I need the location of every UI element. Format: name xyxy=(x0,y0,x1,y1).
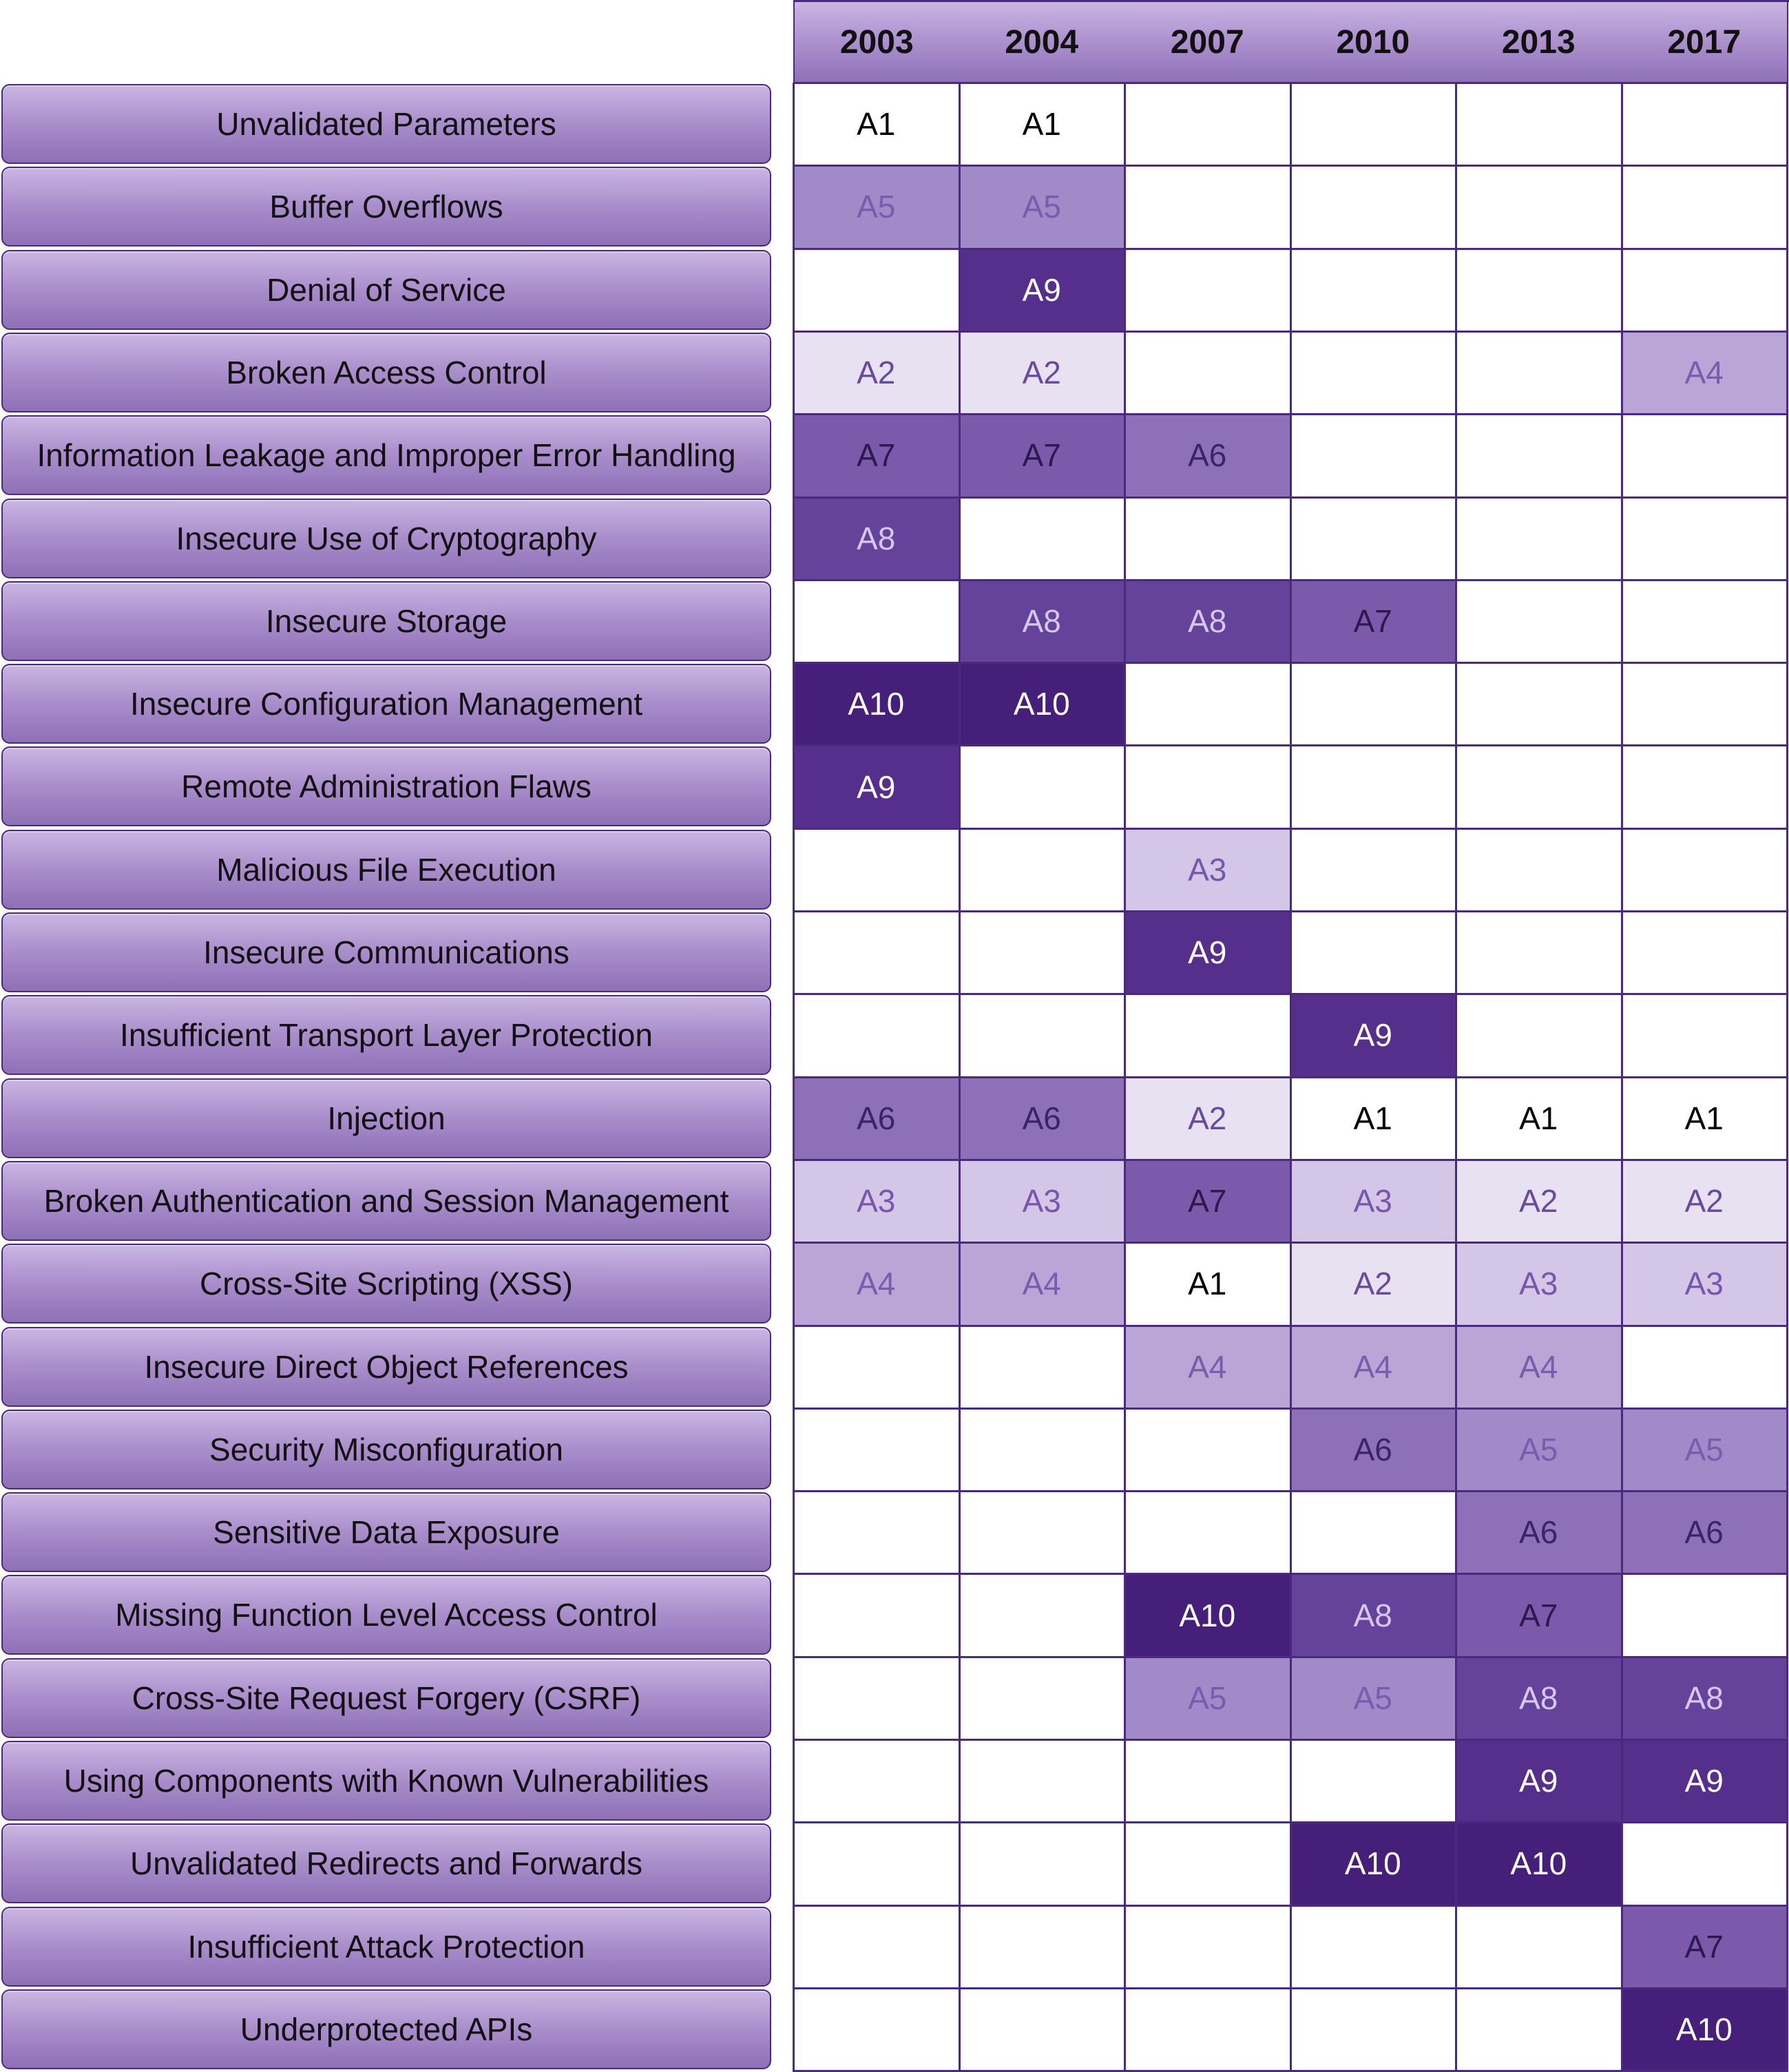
empty-cell xyxy=(1124,1905,1290,1988)
empty-cell xyxy=(1622,662,1788,745)
empty-cell xyxy=(1124,662,1290,745)
grid-line xyxy=(793,1821,1788,1823)
empty-cell xyxy=(1622,580,1788,662)
rank-cell: A6 xyxy=(1622,1491,1788,1573)
empty-cell xyxy=(1290,497,1456,580)
empty-cell xyxy=(1124,165,1290,248)
empty-cell xyxy=(1124,1988,1290,2071)
rank-cell: A5 xyxy=(959,165,1125,248)
empty-cell xyxy=(1622,911,1788,994)
grid-line xyxy=(793,1076,1788,1078)
empty-cell xyxy=(1456,911,1622,994)
empty-cell xyxy=(793,911,959,994)
rank-cell: A8 xyxy=(1622,1657,1788,1739)
rank-cell: A1 xyxy=(1622,1077,1788,1160)
grid-line xyxy=(793,0,1789,2)
empty-cell xyxy=(959,1905,1125,1988)
grid-line xyxy=(793,1490,1788,1492)
grid-line xyxy=(793,1408,1788,1410)
rank-cell: A3 xyxy=(1124,828,1290,911)
rank-cell: A10 xyxy=(1622,1988,1788,2071)
rank-cell: A9 xyxy=(1124,911,1290,994)
empty-cell xyxy=(959,1657,1125,1739)
empty-cell xyxy=(1290,745,1456,828)
row-label: Insecure Configuration Management xyxy=(1,664,771,744)
empty-cell xyxy=(1124,1408,1290,1491)
empty-cell xyxy=(1456,994,1622,1076)
empty-cell xyxy=(1124,249,1290,331)
empty-cell xyxy=(1622,83,1788,165)
empty-cell xyxy=(959,745,1125,828)
row-label: Using Components with Known Vulnerabilities xyxy=(1,1741,771,1821)
empty-cell xyxy=(1622,165,1788,248)
rank-cell: A1 xyxy=(1456,1077,1622,1160)
empty-cell xyxy=(1622,745,1788,828)
empty-cell xyxy=(1456,414,1622,496)
rank-cell: A3 xyxy=(959,1160,1125,1242)
empty-cell xyxy=(959,1739,1125,1822)
rank-cell: A8 xyxy=(1290,1573,1456,1656)
rank-cell: A7 xyxy=(1456,1573,1622,1656)
empty-cell xyxy=(1290,662,1456,745)
column-header-2004: 2004 xyxy=(959,1,1127,83)
row-label: Insecure Direct Object References xyxy=(1,1327,771,1407)
column-header-2007: 2007 xyxy=(1124,1,1292,83)
grid-line xyxy=(793,993,1788,995)
row-label: Insufficient Transport Layer Protection xyxy=(1,995,771,1075)
rank-cell: A9 xyxy=(1456,1739,1622,1822)
empty-cell xyxy=(1456,83,1622,165)
rank-cell: A2 xyxy=(1622,1160,1788,1242)
rank-cell: A9 xyxy=(959,249,1125,331)
grid-line xyxy=(793,744,1788,746)
rank-cell: A8 xyxy=(959,580,1125,662)
empty-cell xyxy=(1456,1905,1622,1988)
grid-line xyxy=(793,1325,1788,1327)
empty-cell xyxy=(1456,165,1622,248)
empty-cell xyxy=(1124,1739,1290,1822)
grid-line xyxy=(793,910,1788,912)
empty-cell xyxy=(793,1739,959,1822)
rank-cell: A1 xyxy=(1290,1077,1456,1160)
empty-cell xyxy=(1290,1739,1456,1822)
empty-cell xyxy=(1290,165,1456,248)
rank-cell: A7 xyxy=(1290,580,1456,662)
grid-line xyxy=(793,1242,1788,1244)
empty-cell xyxy=(1622,414,1788,496)
rank-cell: A7 xyxy=(793,414,959,496)
rank-cell: A6 xyxy=(1456,1491,1622,1573)
rank-cell: A4 xyxy=(1456,1326,1622,1408)
column-header-2010: 2010 xyxy=(1290,1,1458,83)
empty-cell xyxy=(1622,249,1788,331)
empty-cell xyxy=(793,1988,959,2071)
rank-cell: A4 xyxy=(1622,331,1788,414)
rank-cell: A1 xyxy=(1124,1242,1290,1325)
empty-cell xyxy=(1290,911,1456,994)
empty-cell xyxy=(793,1491,959,1573)
rank-cell: A10 xyxy=(793,662,959,745)
rank-cell: A9 xyxy=(793,745,959,828)
rank-cell: A2 xyxy=(1456,1160,1622,1242)
column-header-2017: 2017 xyxy=(1622,1,1789,83)
rank-cell: A3 xyxy=(793,1160,959,1242)
empty-cell xyxy=(1456,745,1622,828)
rank-cell: A5 xyxy=(1622,1408,1788,1491)
empty-cell xyxy=(1290,1491,1456,1573)
empty-cell xyxy=(793,1326,959,1408)
empty-cell xyxy=(1456,1988,1622,2071)
rank-cell: A7 xyxy=(959,414,1125,496)
rank-cell: A3 xyxy=(1290,1160,1456,1242)
rank-cell: A2 xyxy=(1290,1242,1456,1325)
rank-cell: A8 xyxy=(1456,1657,1622,1739)
empty-cell xyxy=(959,994,1125,1076)
empty-cell xyxy=(793,828,959,911)
empty-cell xyxy=(959,1408,1125,1491)
empty-cell xyxy=(793,1408,959,1491)
row-label: Missing Function Level Access Control xyxy=(1,1575,771,1655)
rank-cell: A5 xyxy=(1124,1657,1290,1739)
empty-cell xyxy=(1290,331,1456,414)
grid-line xyxy=(793,82,1788,84)
row-label: Remote Administration Flaws xyxy=(1,746,771,826)
grid-line xyxy=(793,1159,1788,1161)
empty-cell xyxy=(793,994,959,1076)
grid-line xyxy=(793,413,1788,415)
empty-cell xyxy=(1124,745,1290,828)
empty-cell xyxy=(793,1822,959,1905)
row-label: Insecure Use of Cryptography xyxy=(1,499,771,578)
empty-cell xyxy=(959,1491,1125,1573)
empty-cell xyxy=(1622,1822,1788,1905)
empty-cell xyxy=(1456,331,1622,414)
column-header-2003: 2003 xyxy=(793,1,961,83)
empty-cell xyxy=(793,1905,959,1988)
empty-cell xyxy=(1124,994,1290,1076)
grid-line xyxy=(793,579,1788,581)
row-label: Broken Authentication and Session Management xyxy=(1,1161,771,1241)
row-label: Underprotected APIs xyxy=(1,1989,771,2069)
row-label: Security Misconfiguration xyxy=(1,1410,771,1489)
rank-cell: A3 xyxy=(1456,1242,1622,1325)
grid-line xyxy=(793,1573,1788,1575)
rank-cell: A1 xyxy=(959,83,1125,165)
rank-cell: A6 xyxy=(793,1077,959,1160)
rank-cell: A2 xyxy=(1124,1077,1290,1160)
grid-line xyxy=(793,331,1788,333)
rank-cell: A2 xyxy=(959,331,1125,414)
grid-line xyxy=(793,828,1788,830)
row-label: Unvalidated Parameters xyxy=(1,84,771,164)
grid-line xyxy=(793,165,1788,167)
empty-cell xyxy=(1124,1491,1290,1573)
rank-cell: A3 xyxy=(1622,1242,1788,1325)
rank-cell: A2 xyxy=(793,331,959,414)
empty-cell xyxy=(1622,1573,1788,1656)
rank-cell: A10 xyxy=(1290,1822,1456,1905)
empty-cell xyxy=(793,1657,959,1739)
grid-line xyxy=(793,248,1788,250)
row-label: Broken Access Control xyxy=(1,333,771,412)
empty-cell xyxy=(959,1573,1125,1656)
rank-cell: A4 xyxy=(1124,1326,1290,1408)
empty-cell xyxy=(793,580,959,662)
empty-cell xyxy=(1622,497,1788,580)
rank-cell: A6 xyxy=(959,1077,1125,1160)
empty-cell xyxy=(793,249,959,331)
rank-cell: A1 xyxy=(793,83,959,165)
column-header-2013: 2013 xyxy=(1456,1,1623,83)
empty-cell xyxy=(1290,249,1456,331)
row-label: Unvalidated Redirects and Forwards xyxy=(1,1823,771,1903)
row-label: Insufficient Attack Protection xyxy=(1,1907,771,1987)
grid-line xyxy=(793,1987,1788,1989)
empty-cell xyxy=(959,497,1125,580)
empty-cell xyxy=(959,1326,1125,1408)
grid-line xyxy=(793,662,1788,664)
empty-cell xyxy=(1290,1905,1456,1988)
row-label: Buffer Overflows xyxy=(1,167,771,247)
grid-line xyxy=(793,1905,1788,1907)
row-label: Denial of Service xyxy=(1,250,771,330)
rank-cell: A9 xyxy=(1290,994,1456,1076)
rank-cell: A5 xyxy=(1290,1657,1456,1739)
empty-cell xyxy=(1456,662,1622,745)
grid-line xyxy=(793,1739,1788,1741)
empty-cell xyxy=(959,1822,1125,1905)
empty-cell xyxy=(1622,828,1788,911)
empty-cell xyxy=(959,1988,1125,2071)
row-label: Cross-Site Scripting (XSS) xyxy=(1,1244,771,1323)
rank-cell: A4 xyxy=(793,1242,959,1325)
row-label: Injection xyxy=(1,1078,771,1158)
empty-cell xyxy=(1456,828,1622,911)
grid-line xyxy=(793,496,1788,499)
empty-cell xyxy=(1124,331,1290,414)
empty-cell xyxy=(1124,1822,1290,1905)
rank-cell: A6 xyxy=(1290,1408,1456,1491)
empty-cell xyxy=(1622,1326,1788,1408)
row-label: Information Leakage and Improper Error Handling xyxy=(1,415,771,495)
empty-cell xyxy=(1622,994,1788,1076)
rank-cell: A7 xyxy=(1622,1905,1788,1988)
row-label: Sensitive Data Exposure xyxy=(1,1492,771,1572)
row-label: Insecure Communications xyxy=(1,912,771,992)
empty-cell xyxy=(1290,828,1456,911)
rank-cell: A8 xyxy=(793,497,959,580)
empty-cell xyxy=(1290,414,1456,496)
rank-cell: A10 xyxy=(1124,1573,1290,1656)
rank-cell: A4 xyxy=(959,1242,1125,1325)
rank-cell: A4 xyxy=(1290,1326,1456,1408)
rank-cell: A5 xyxy=(793,165,959,248)
row-label: Malicious File Execution xyxy=(1,830,771,910)
rank-cell: A5 xyxy=(1456,1408,1622,1491)
empty-cell xyxy=(1124,497,1290,580)
row-label: Insecure Storage xyxy=(1,581,771,661)
rank-cell: A10 xyxy=(959,662,1125,745)
empty-cell xyxy=(1456,249,1622,331)
rank-cell: A6 xyxy=(1124,414,1290,496)
rank-cell: A9 xyxy=(1622,1739,1788,1822)
empty-cell xyxy=(1124,83,1290,165)
empty-cell xyxy=(793,1573,959,1656)
empty-cell xyxy=(1290,1988,1456,2071)
empty-cell xyxy=(1290,83,1456,165)
empty-cell xyxy=(1456,497,1622,580)
rank-cell: A8 xyxy=(1124,580,1290,662)
rank-cell: A7 xyxy=(1124,1160,1290,1242)
rank-cell: A10 xyxy=(1456,1822,1622,1905)
empty-cell xyxy=(959,911,1125,994)
empty-cell xyxy=(1456,580,1622,662)
row-label: Cross-Site Request Forgery (CSRF) xyxy=(1,1658,771,1738)
empty-cell xyxy=(959,828,1125,911)
grid-line xyxy=(793,1656,1788,1658)
